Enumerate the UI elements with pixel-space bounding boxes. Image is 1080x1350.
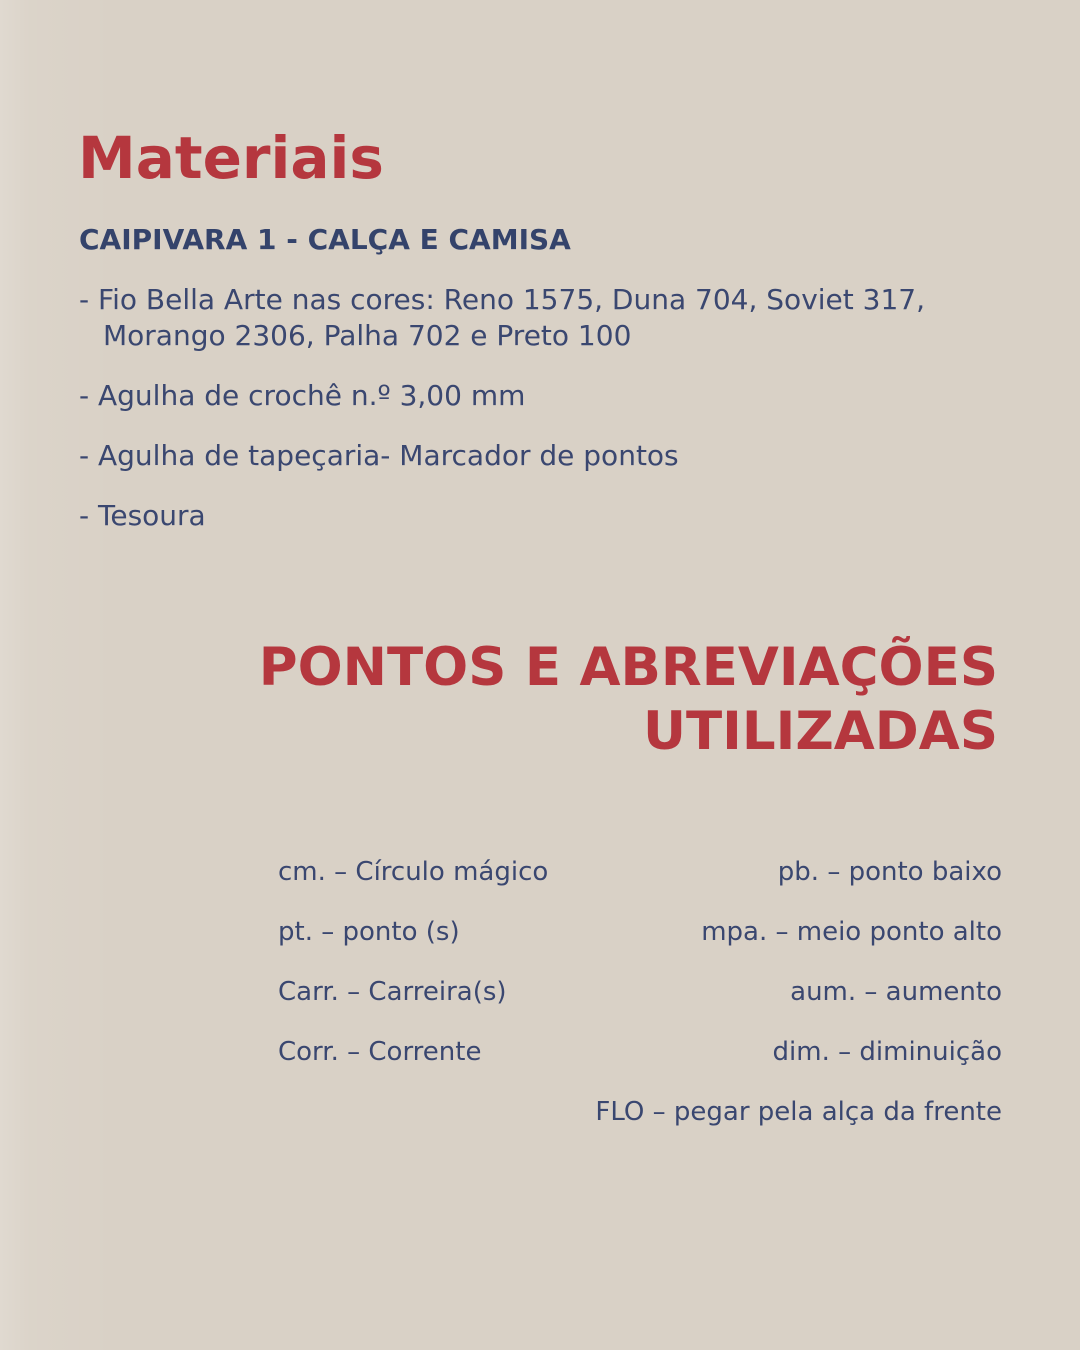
abbreviation-right: mpa. – meio ponto alto: [701, 917, 1002, 947]
abbreviation-row: [278, 912, 1002, 952]
materials-subtitle: CAIPIVARA 1 - CALÇA E CAMISA: [79, 223, 571, 256]
abbreviation-right: pb. – ponto baixo: [777, 857, 1002, 887]
materials-title: Materiais: [78, 124, 384, 192]
abbreviation-row: [278, 1092, 1002, 1132]
materials-item: - Fio Bella Arte nas cores: Reno 1575, Duna 704, Soviet 317, Morango 2306, Palha 702 e Preto 100: [79, 283, 925, 352]
abbreviation-right: dim. – diminuição: [772, 1037, 1002, 1067]
abbreviation-left: Corr. – Corrente: [278, 1037, 482, 1067]
materials-item: - Agulha de tapeçaria- Marcador de pontos: [79, 439, 679, 472]
abbreviation-left: pt. – ponto (s): [278, 917, 460, 947]
abbreviation-row: [278, 972, 1002, 1012]
abbreviations-title-line1: PONTOS E ABREVIAÇÕES: [258, 637, 998, 698]
abbreviation-right: FLO – pegar pela alça da frente: [595, 1097, 1002, 1127]
materials-item: - Agulha de crochê n.º 3,00 mm: [79, 379, 526, 412]
abbreviation-right: aum. – aumento: [790, 977, 1002, 1007]
abbreviations-title-line2: UTILIZADAS: [642, 701, 998, 762]
abbreviation-row: [278, 852, 1002, 892]
materials-item: - Tesoura: [79, 499, 206, 532]
abbreviation-left: Carr. – Carreira(s): [278, 977, 507, 1007]
abbreviation-row: [278, 1032, 1002, 1072]
abbreviations-title: [259, 636, 998, 764]
abbreviations-list: [278, 852, 1002, 1152]
materials-list: [79, 282, 1009, 558]
abbreviation-left: cm. – Círculo mágico: [278, 857, 549, 887]
